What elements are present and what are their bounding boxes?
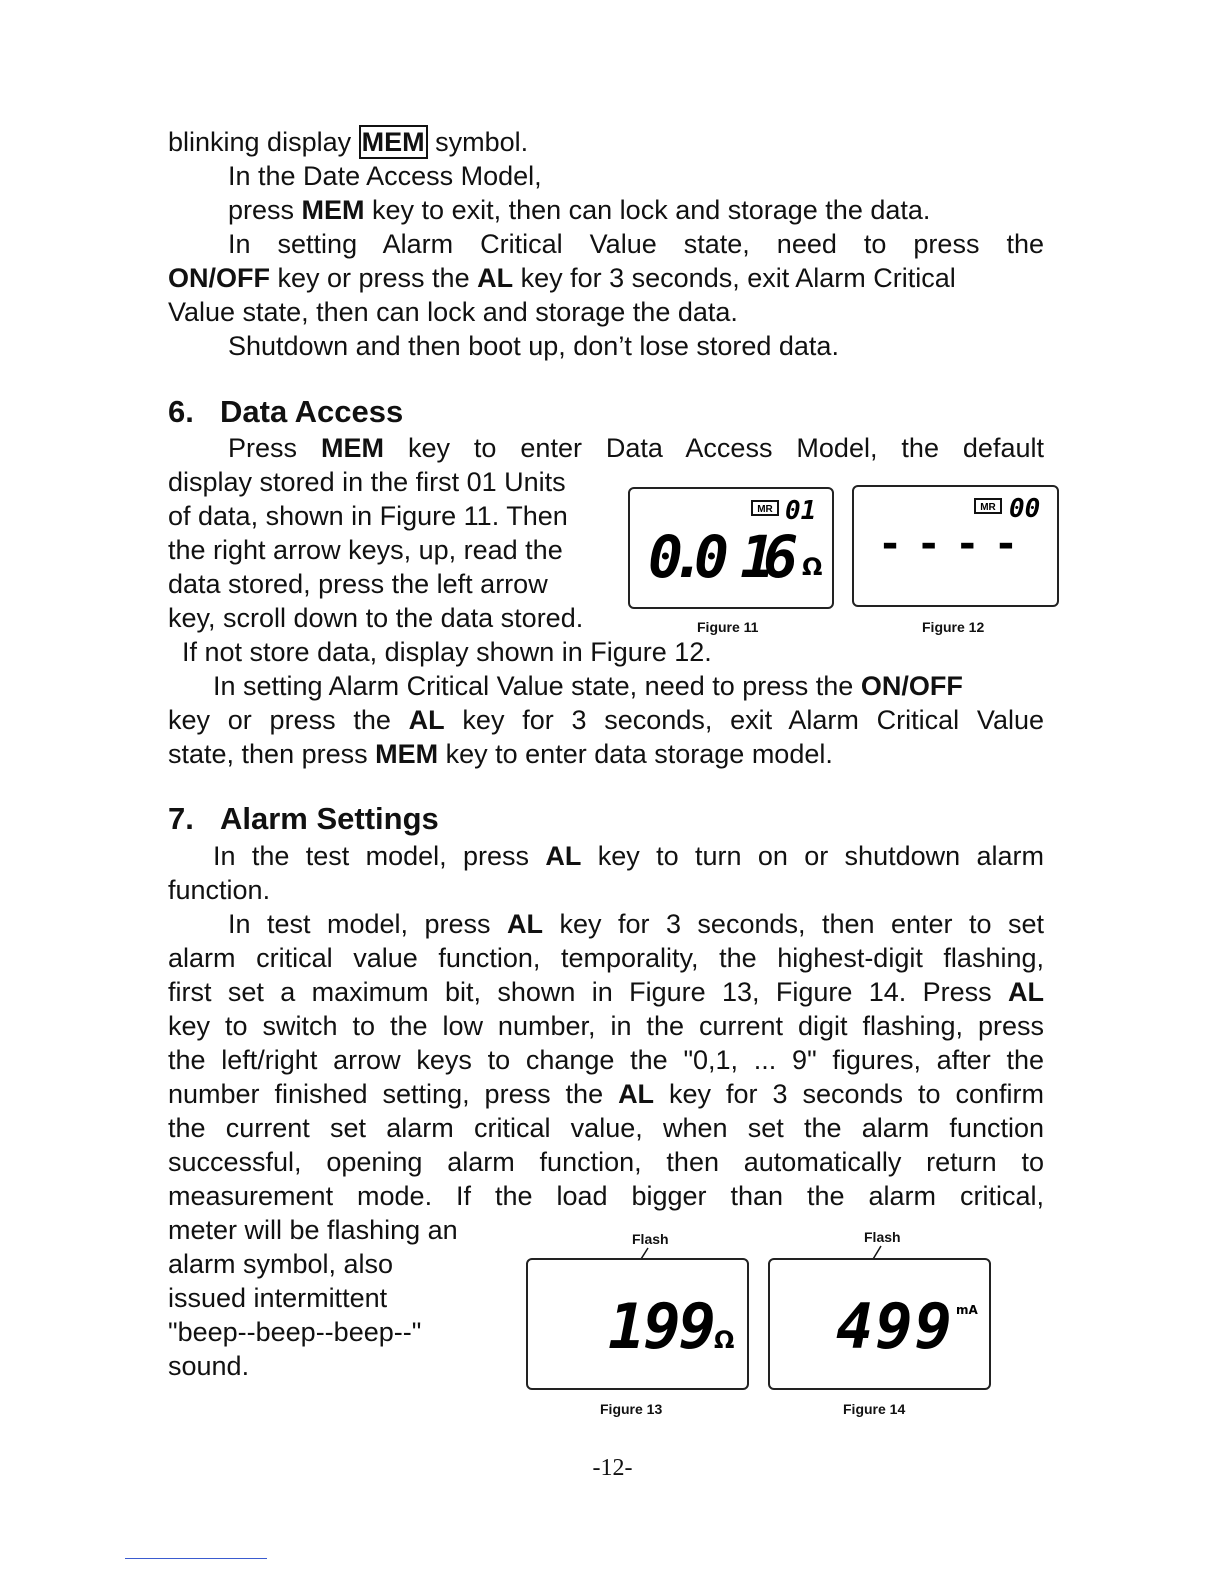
s6-line-4: the right arrow keys, up, read the [168, 535, 563, 565]
s7-line-12: meter will be flashing an [168, 1215, 458, 1245]
page-number: -12- [592, 1455, 633, 1481]
s7-line-3: In test model, press AL key for 3 seconds, then enter to set [228, 909, 1045, 939]
figure-11-lcd [628, 487, 834, 609]
s7-line-6: key to switch to the low number, in the current digit flashing, press [168, 1011, 1044, 1041]
s6-line-1: Press MEM key to enter Data Access Model, the default [228, 433, 1044, 463]
intro-line-1: blinking display MEM symbol. [168, 127, 529, 157]
lcd-reading: 199 [608, 1290, 716, 1363]
figure-12-caption: Figure 12 [922, 619, 985, 635]
intro-line-6: Value state, then can lock and storage the data. [168, 297, 738, 327]
s7-line-15: "beep--beep--beep--" [168, 1317, 422, 1347]
ohm-unit: Ω [714, 1326, 735, 1354]
s6-line-6: key, scroll down to the data stored. [168, 603, 584, 633]
s7-line-14: issued intermittent [168, 1283, 388, 1313]
s6-line-3: of data, shown in Figure 11. Then [168, 501, 568, 531]
section-7-heading: 7. Alarm Settings [168, 801, 439, 836]
figure-13-flash-label: Flash [632, 1231, 669, 1247]
mem-symbol: MEM [359, 125, 428, 159]
figure-14-flash-label: Flash [864, 1229, 901, 1245]
intro-block [168, 125, 1044, 363]
intro-line-4: In setting Alarm Critical Value state, need to press the [228, 229, 1044, 259]
s7-line-1: In the test model, press AL key to turn on or shutdown alarm [213, 841, 1045, 871]
figure-13-lcd [526, 1258, 749, 1390]
s7-line-10: successful, opening alarm function, then automatically return to [168, 1147, 1044, 1177]
s6-line-2: display stored in the first 01 Units [168, 467, 566, 497]
s6-line-10: state, then press MEM key to enter data storage model. [168, 739, 833, 769]
intro-line-3: press MEM key to exit, then can lock and storage the data. [228, 195, 931, 225]
s7-line-13: alarm symbol, also [168, 1249, 394, 1279]
footer-rule [125, 1558, 267, 1559]
s7-line-9: the current set alarm critical value, when set the alarm function [168, 1113, 1044, 1143]
figure-12-lcd [852, 485, 1059, 607]
lcd-reading: 0.0 16 [648, 523, 798, 591]
intro-line-2: In the Date Access Model, [228, 161, 542, 191]
mr-tag: MR [980, 502, 996, 513]
ohm-unit: Ω [802, 553, 823, 581]
section-6-heading: 6. Data Access [168, 394, 404, 429]
intro-line-5: ON/OFF key or press the AL key for 3 seconds, exit Alarm Critical [168, 263, 956, 293]
figure-11-caption: Figure 11 [697, 619, 759, 635]
figure-14-caption: Figure 14 [843, 1401, 906, 1417]
s7-line-4: alarm critical value function, temporality, the highest-digit flashing, [168, 943, 1044, 973]
s7-line-7: the left/right arrow keys to change the "0,1, ... 9" figures, after the [168, 1045, 1044, 1075]
s7-line-8: number finished setting, press the AL key for 3 seconds to confirm [168, 1079, 1044, 1109]
ma-unit: mA [956, 1303, 978, 1317]
lcd-dashes: - - - - [878, 521, 1018, 567]
intro-line-7: Shutdown and then boot up, don’t lose stored data. [228, 331, 839, 361]
s7-line-16: sound. [168, 1351, 250, 1381]
memory-index: 00 [1009, 494, 1041, 524]
figure-14-lcd [768, 1258, 991, 1390]
mr-tag: MR [757, 504, 773, 515]
s6-line-5: data stored, press the left arrow [168, 569, 548, 599]
s7-line-11: measurement mode. If the load bigger than the alarm critical, [168, 1181, 1044, 1211]
s7-line-2: function. [168, 875, 271, 905]
s6-line-9: key or press the AL key for 3 seconds, exit Alarm Critical Value [168, 705, 1044, 735]
s7-line-5: first set a maximum bit, shown in Figure 13, Figure 14. Press AL [168, 977, 1044, 1007]
s6-line-8: In setting Alarm Critical Value state, need to press the ON/OFF [213, 671, 963, 701]
lcd-reading: 499 [836, 1290, 952, 1363]
figure-13-caption: Figure 13 [600, 1401, 663, 1417]
memory-index: 01 [785, 496, 817, 526]
s6-line-7: If not store data, display shown in Figure 12. [182, 637, 712, 667]
